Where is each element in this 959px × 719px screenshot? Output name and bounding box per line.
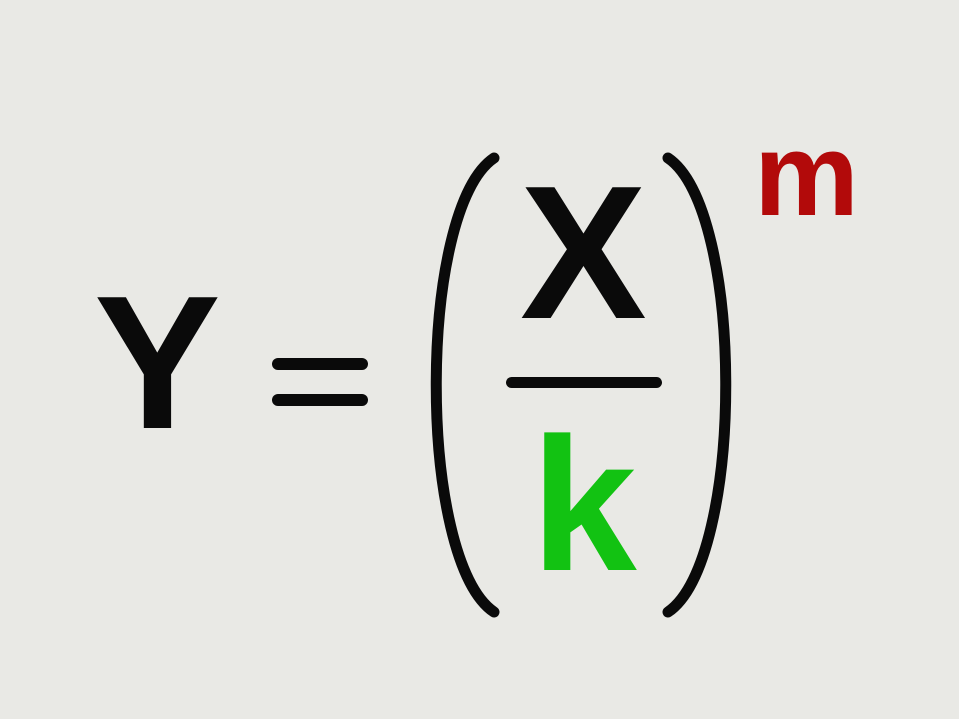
variable-k: k xyxy=(531,399,637,611)
equals-bar-bottom xyxy=(272,394,368,406)
variable-x: X xyxy=(520,147,647,359)
equals-bar-top xyxy=(272,358,368,370)
left-parenthesis xyxy=(412,150,502,620)
equals-sign xyxy=(272,358,368,406)
right-parenthesis xyxy=(660,150,750,620)
fraction-bar xyxy=(506,377,662,388)
variable-y: Y xyxy=(94,257,221,469)
exponent-m: m xyxy=(754,109,859,241)
